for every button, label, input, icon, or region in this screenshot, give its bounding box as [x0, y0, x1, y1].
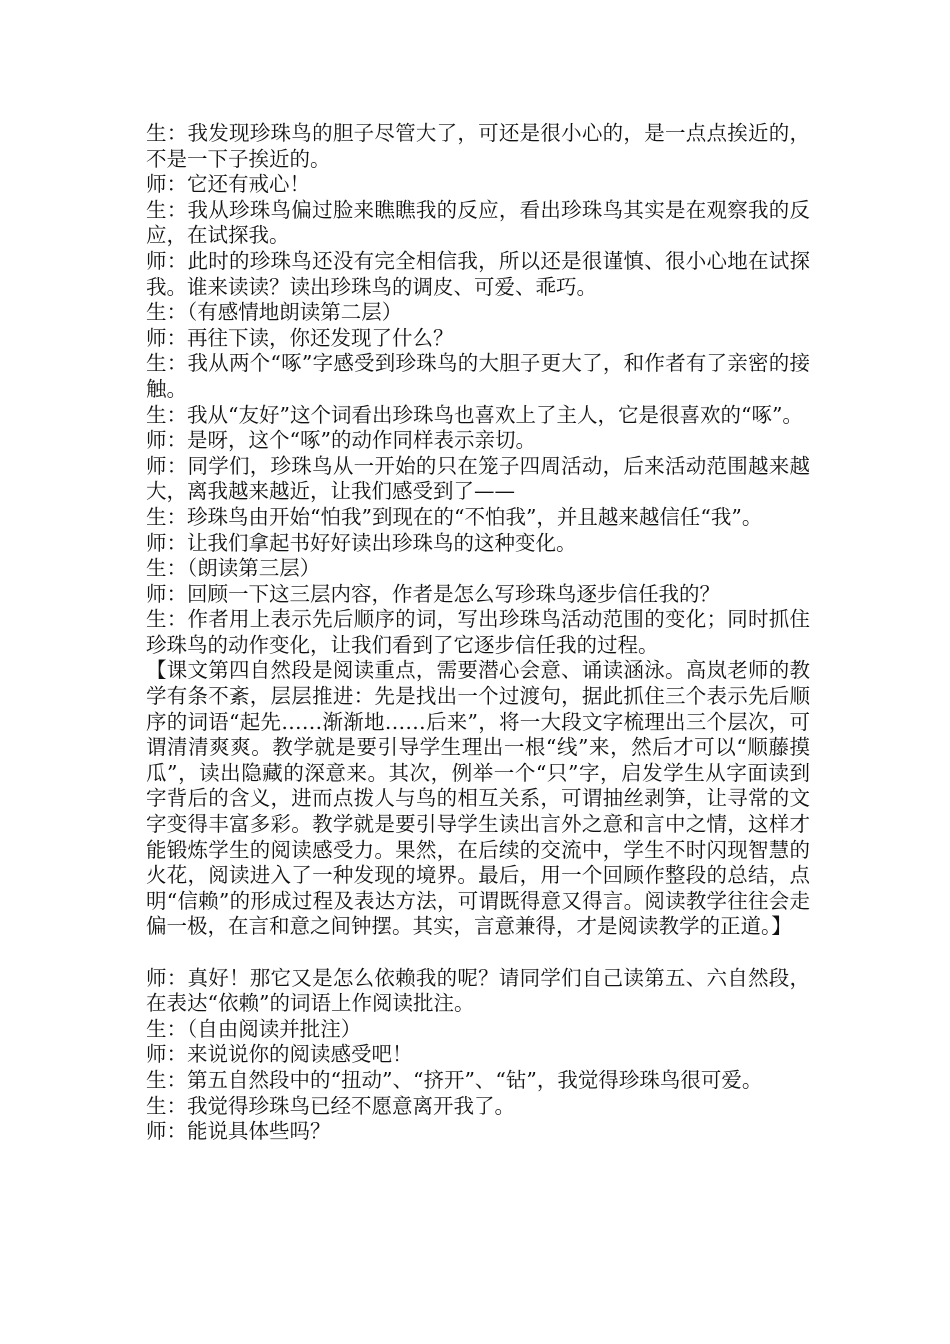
commentary-paragraph: 【课文第四自然段是阅读重点，需要潜心会意、诵读涵泳。高岚老师的教学有条不紊，层层推进：先是找出一个过渡句，据此抓住三个表示先后顺序的词语“起先……渐渐地……后来”，将一大段文字梳理出三个层次，可谓清清爽爽。教学就是要引导学生理出一根“线”来，然后才可以“顺藤摸瓜”，读出隐藏的深意来。其次，例举一个“只”字，启发学生从字面读到字背后的含义，进而点拨人与鸟的相互关系，可谓抽丝剥笋，让寻常的文字变得丰富多彩。教学就是要引导学生读出言外之意和言中之情，这样才能锻炼学生的阅读感受力。果然，在后续的交流中，学生不时闪现智慧的火花，阅读进入了一种发现的境界。最后，用一个回顾作整段的总结，点明“信赖”的形成过程及表达方法，可谓既得意又得言。阅读教学往往会走偏一极，在言和意之间钟摆。其实，言意兼得，才是阅读教学的正道。】 [146, 658, 810, 939]
dialogue-line: 师：来说说你的阅读感受吧！ [146, 1042, 413, 1067]
dialogue-line: 师：是呀，这个“啄”的动作同样表示亲切。 [146, 428, 536, 453]
dialogue-line: 生：我从两个“啄”字感受到珍珠鸟的大胆子更大了，和作者有了亲密的接触。 [146, 351, 810, 401]
dialogue-line: 生：我发现珍珠鸟的胆子尽管大了，可还是很小心的，是一点点挨近的，不是一下子挨近的。 [146, 121, 810, 171]
dialogue-line: 生：我从珍珠鸟偏过脸来瞧瞧我的反应，看出珍珠鸟其实是在观察我的反应，在试探我。 [146, 197, 810, 248]
blank-line [146, 940, 810, 966]
dialogue-line: 师：让我们拿起书好好读出珍珠鸟的这种变化。 [146, 530, 577, 555]
dialogue-line: 师：回顾一下这三层内容，作者是怎么写珍珠鸟逐步信任我的？ [146, 581, 720, 606]
dialogue-line: 师：它还有戒心！ [146, 172, 310, 197]
document-body [146, 121, 810, 1145]
dialogue-line: 师：真好！那它又是怎么依赖我的呢？请同学们自己读第五、六自然段，在表达“依赖”的词语上作阅读批注。 [146, 965, 810, 1016]
dialogue-line: 生：作者用上表示先后顺序的词，写出珍珠鸟活动范围的变化；同时抓住珍珠鸟的动作变化，让我们看到了它逐步信任我的过程。 [146, 607, 810, 657]
dialogue-line: 生：（有感情地朗读第二层） [146, 300, 403, 325]
dialogue-line: 生：我从“友好”这个词看出珍珠鸟也喜欢上了主人，它是很喜欢的“啄”。 [146, 402, 803, 427]
dialogue-line: 生：（朗读第三层） [146, 556, 321, 581]
dialogue-line: 师：能说具体些吗？ [146, 1119, 331, 1144]
dialogue-line: 生：第五自然段中的“扭动”、“挤开”、“钻”，我觉得珍珠鸟很可爱。 [146, 1067, 763, 1092]
dialogue-line: 师：此时的珍珠鸟还没有完全相信我，所以还是很谨慎、很小心地在试探我。谁来读读？读出珍珠鸟的调皮、可爱、乖巧。 [146, 248, 810, 299]
dialogue-line: 生：（自由阅读并批注） [146, 1016, 362, 1041]
dialogue-line: 生：我觉得珍珠鸟已经不愿意离开我了。 [146, 1093, 515, 1118]
dialogue-line: 师：再往下读，你还发现了什么？ [146, 325, 454, 350]
dialogue-line: 师：同学们，珍珠鸟从一开始的只在笼子四周活动，后来活动范围越来越大，离我越来越近，让我们感受到了—— [146, 453, 810, 504]
dialogue-line: 生：珍珠鸟由开始“怕我”到现在的“不怕我”，并且越来越信任“我”。 [146, 504, 763, 529]
